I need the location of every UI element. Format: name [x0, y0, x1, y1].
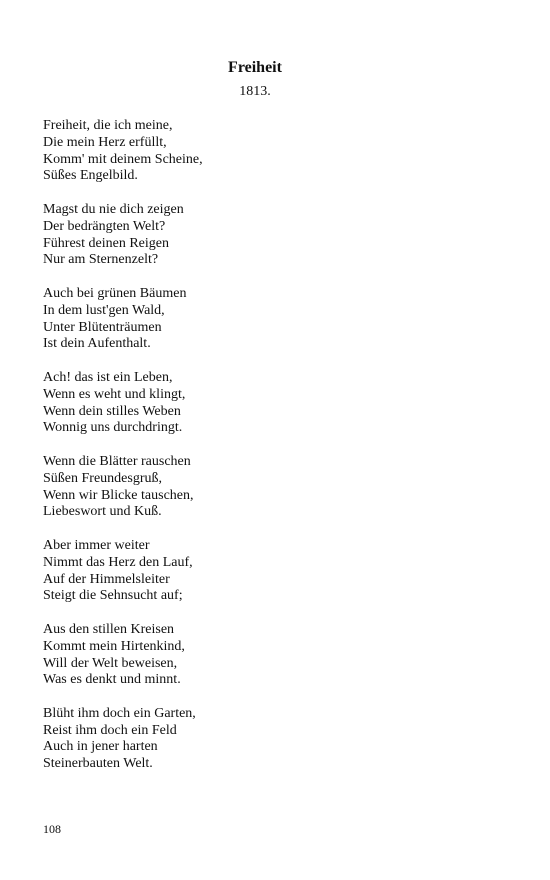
page-number: 108 [43, 822, 61, 836]
stanza-3 [43, 286, 483, 353]
poem-line: Ist dein Aufenthalt. [43, 336, 151, 352]
poem-line: Ach! das ist ein Leben, [43, 369, 173, 385]
stanza-8 [43, 706, 483, 773]
poem-line: In dem lust'gen Wald, [43, 302, 165, 318]
poem-title: Freiheit [228, 59, 282, 76]
poem-line: Wenn es weht und klingt, [43, 386, 186, 402]
stanza-6 [43, 538, 483, 605]
poem-line: Nur am Sternenzelt? [43, 252, 159, 268]
poem-line: Steinerbauten Welt. [43, 756, 153, 772]
poem-line: Süßen Freundesgruß, [43, 470, 162, 486]
poem-line: Will der Welt beweisen, [43, 655, 178, 671]
poem-line: Komm' mit deinem Scheine, [43, 151, 203, 167]
poem-line: Auf der Himmelsleiter [43, 571, 170, 587]
poem-year: 1813. [239, 84, 271, 99]
poem-line: Was es denkt und minnt. [43, 672, 181, 688]
poem-line: Nimmt das Herz den Lauf, [43, 554, 193, 570]
poem-line: Freiheit, die ich meine, [43, 118, 173, 133]
poem-line: Wenn die Blätter rauschen [43, 453, 191, 469]
poem-line: Kommt mein Hirtenkind, [43, 638, 185, 654]
poem-line: Unter Blütenträumen [43, 319, 162, 335]
poem-line: Wenn wir Blicke tauschen, [43, 487, 194, 503]
poem-line: Auch bei grünen Bäumen [43, 285, 187, 301]
stanza-4 [43, 370, 483, 437]
stanza-2 [43, 202, 483, 269]
poem-line: Wenn dein stilles Weben [43, 403, 181, 419]
poem-line: Reist ihm doch ein Feld [43, 722, 177, 738]
poem-line: Blüht ihm doch ein Garten, [43, 705, 196, 721]
stanza-5 [43, 454, 483, 521]
poem-line: Steigt die Sehnsucht auf; [43, 588, 183, 604]
poem-line: Liebeswort und Kuß. [43, 504, 162, 520]
poem-line: Führest deinen Reigen [43, 235, 169, 251]
poem-line: Aus den stillen Kreisen [43, 621, 175, 637]
poem-body [43, 118, 483, 790]
poem-line: Süßes Engelbild. [43, 168, 138, 184]
poem-line: Magst du nie dich zeigen [43, 201, 184, 217]
stanza-7 [43, 622, 483, 689]
poem-line: Aber immer weiter [43, 537, 150, 553]
poem-line: Auch in jener harten [43, 739, 158, 755]
poem-line: Wonnig uns durchdringt. [43, 420, 183, 436]
stanza-1 [43, 118, 483, 185]
poem-line: Der bedrängten Welt? [43, 218, 166, 234]
poem-line: Die mein Herz erfüllt, [43, 134, 167, 150]
